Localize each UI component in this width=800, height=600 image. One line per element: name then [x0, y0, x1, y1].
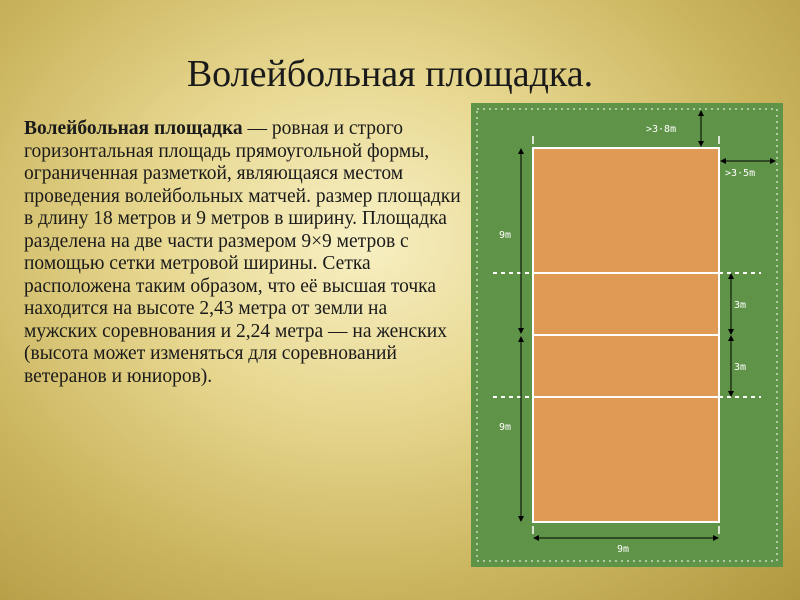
attack-zone-bottom-label: 3m: [734, 362, 747, 373]
description-text: — ровная и строго горизонтальная площадь прямоугольной формы, ограниченная разметкой, являющаяся местом проведения волейбольных матчей. размер площадки в длину 18 метров и 9 метров в ширину. Площадка разделена на две части размером 9×9 метров с помощью сетки метровой ширины. Сетка расположена таким образом, что её высшая точка находится на высоте 2,43 метра от земли на мужских соревнования и 2,24 метра — на женских (высота может изменяться для соревнований ветеранов и юниоров).: [24, 118, 461, 387]
side-clearance-label: >3·5m: [725, 168, 756, 179]
slide-title: Волейбольная площадка.: [186, 53, 594, 95]
description-paragraph: [24, 118, 464, 388]
half-length-top-label: 9m: [499, 230, 512, 241]
court-width-label: 9m: [617, 544, 630, 555]
attack-zone-top-label: 3m: [734, 300, 747, 311]
term-bold: Волейбольная площадка: [24, 118, 243, 139]
half-length-bottom-label: 9m: [499, 422, 512, 433]
volleyball-court-diagram: [471, 103, 783, 567]
end-clearance-label: >3·8m: [646, 124, 677, 135]
